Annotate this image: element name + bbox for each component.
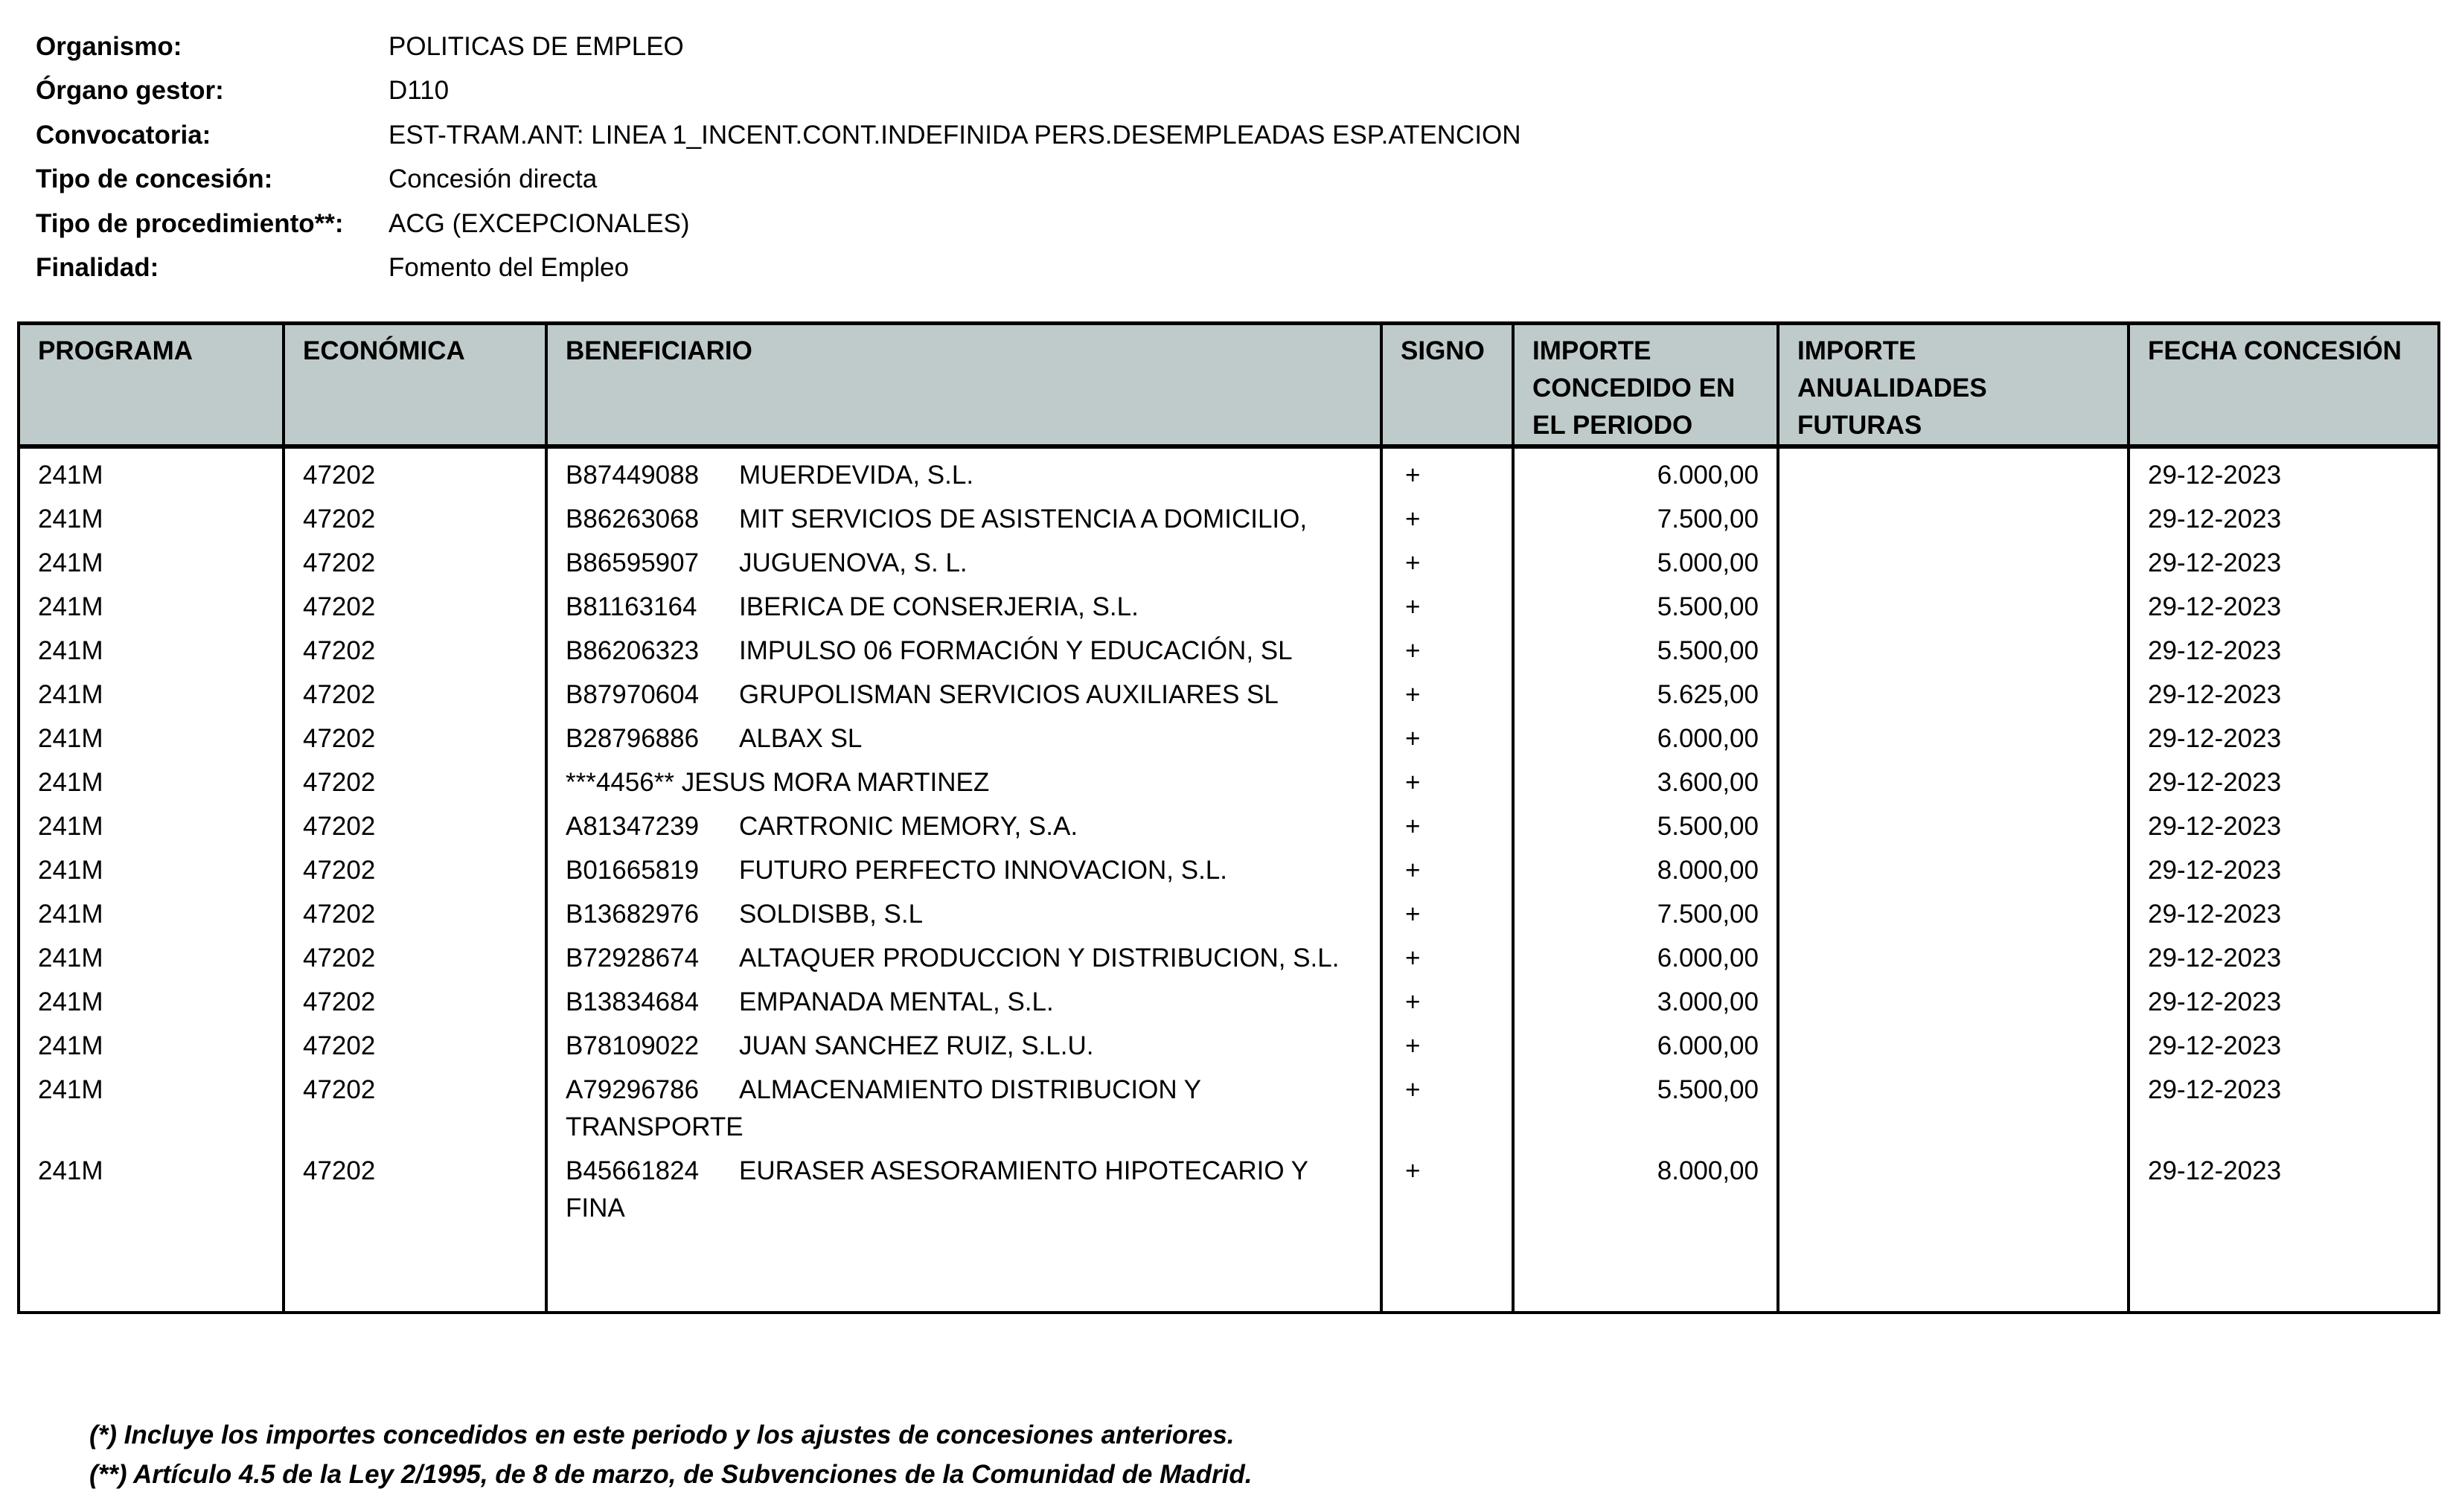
fecha-cell: 29-12-2023 [2129, 673, 2439, 717]
info-label: Organismo: [36, 32, 182, 61]
economica-cell: 47202 [284, 848, 546, 892]
importe-cell: 3.600,00 [1513, 760, 1778, 804]
beneficiario-cell [546, 717, 1381, 760]
column-header: PROGRAMA [19, 324, 284, 447]
signo-cell: + [1381, 804, 1513, 848]
fecha-cell: 29-12-2023 [2129, 446, 2439, 497]
importe-cell: 6.000,00 [1513, 1024, 1778, 1068]
signo-cell: + [1381, 892, 1513, 936]
signo-cell: + [1381, 629, 1513, 673]
table-row [19, 541, 2439, 585]
info-value: D110 [388, 76, 450, 106]
empty-cell [1381, 1230, 1513, 1313]
importe-cell: 5.500,00 [1513, 804, 1778, 848]
empty-cell [19, 1230, 284, 1313]
info-value: Fomento del Empleo [388, 252, 629, 282]
beneficiario-nif: B81163164 [566, 592, 697, 621]
table-row [19, 804, 2439, 848]
footnote-1: (*) Incluye los importes concedidos en este periodo y los ajustes de concesiones anteriores. [89, 1420, 1235, 1449]
table-row [19, 629, 2439, 673]
fecha-cell: 29-12-2023 [2129, 760, 2439, 804]
beneficiario-name: EURASER ASESORAMIENTO HIPOTECARIO Y FINA [566, 1156, 1308, 1223]
futuras-cell [1778, 1068, 2129, 1149]
programa-cell: 241M [19, 497, 284, 541]
programa-cell: 241M [19, 629, 284, 673]
economica-cell: 47202 [284, 760, 546, 804]
beneficiario-name: MUERDEVIDA, S.L. [739, 461, 974, 490]
beneficiario-nif: B78109022 [566, 1031, 700, 1060]
beneficiario-name: ALTAQUER PRODUCCION Y DISTRIBUCION, S.L. [739, 944, 1340, 973]
empty-cell [284, 1230, 546, 1313]
futuras-cell [1778, 629, 2129, 673]
futuras-cell [1778, 1149, 2129, 1230]
info-row [36, 72, 1521, 116]
fecha-cell: 29-12-2023 [2129, 1149, 2439, 1230]
column-header: BENEFICIARIO [546, 324, 1381, 447]
futuras-cell [1778, 848, 2129, 892]
beneficiario-cell [546, 848, 1381, 892]
column-header: ECONÓMICA [284, 324, 546, 447]
beneficiario-name: SOLDISBB, S.L [739, 900, 924, 929]
beneficiario-cell [546, 585, 1381, 629]
economica-cell: 47202 [284, 1149, 546, 1230]
economica-cell: 47202 [284, 717, 546, 760]
beneficiario-name: ALMACENAMIENTO DISTRIBUCION Y TRANSPORTE [566, 1075, 1201, 1141]
empty-cell [546, 1230, 1381, 1313]
beneficiario-cell [546, 936, 1381, 980]
fecha-cell: 29-12-2023 [2129, 717, 2439, 760]
info-label: Convocatoria: [36, 120, 211, 150]
fecha-cell: 29-12-2023 [2129, 892, 2439, 936]
beneficiario-nif: B13682976 [566, 900, 700, 929]
table-row [19, 585, 2439, 629]
beneficiario-nif: B87449088 [566, 461, 700, 490]
beneficiario-name: EMPANADA MENTAL, S.L. [739, 987, 1054, 1016]
beneficiario-nif: B86206323 [566, 636, 700, 665]
futuras-cell [1778, 804, 2129, 848]
beneficiario-name: CARTRONIC MEMORY, S.A. [739, 812, 1078, 841]
futuras-cell [1778, 497, 2129, 541]
table-row [19, 673, 2439, 717]
table-header-row [19, 324, 2439, 447]
economica-cell: 47202 [284, 673, 546, 717]
economica-cell: 47202 [284, 936, 546, 980]
beneficiario-cell [546, 629, 1381, 673]
table-row [19, 980, 2439, 1024]
importe-cell: 6.000,00 [1513, 446, 1778, 497]
table-row [19, 446, 2439, 497]
table-row [19, 760, 2439, 804]
empty-cell [1513, 1230, 1778, 1313]
beneficiario-cell [546, 497, 1381, 541]
signo-cell: + [1381, 673, 1513, 717]
beneficiario-cell [546, 804, 1381, 848]
futuras-cell [1778, 892, 2129, 936]
info-label: Tipo de concesión: [36, 164, 273, 194]
programa-cell: 241M [19, 1068, 284, 1149]
beneficiario-nif: B86263068 [566, 504, 700, 534]
programa-cell: 241M [19, 892, 284, 936]
fecha-cell: 29-12-2023 [2129, 629, 2439, 673]
signo-cell: + [1381, 936, 1513, 980]
fecha-cell: 29-12-2023 [2129, 848, 2439, 892]
economica-cell: 47202 [284, 980, 546, 1024]
fecha-cell: 29-12-2023 [2129, 497, 2439, 541]
programa-cell: 241M [19, 673, 284, 717]
programa-cell: 241M [19, 1149, 284, 1230]
futuras-cell [1778, 936, 2129, 980]
beneficiario-cell [546, 673, 1381, 717]
info-row [36, 161, 1521, 205]
column-header: IMPORTE CONCEDIDO EN EL PERIODO [1513, 324, 1778, 447]
beneficiario-cell [546, 541, 1381, 585]
programa-cell: 241M [19, 717, 284, 760]
programa-cell: 241M [19, 848, 284, 892]
beneficiario-name: JUGUENOVA, S. L. [739, 548, 968, 577]
futuras-cell [1778, 717, 2129, 760]
info-label: Órgano gestor: [36, 76, 224, 106]
signo-cell: + [1381, 446, 1513, 497]
table-row [19, 1149, 2439, 1230]
table-row [19, 848, 2439, 892]
beneficiario-name: IMPULSO 06 FORMACIÓN Y EDUCACIÓN, SL [739, 636, 1293, 665]
importe-cell: 5.000,00 [1513, 541, 1778, 585]
beneficiario-name: ***4456** JESUS MORA MARTINEZ [566, 768, 990, 797]
beneficiario-name: FUTURO PERFECTO INNOVACION, S.L. [739, 856, 1227, 885]
beneficiario-nif: B87970604 [566, 680, 700, 709]
economica-cell: 47202 [284, 892, 546, 936]
importe-cell: 6.000,00 [1513, 936, 1778, 980]
beneficiario-cell [546, 760, 1381, 804]
signo-cell: + [1381, 980, 1513, 1024]
beneficiario-cell [546, 980, 1381, 1024]
fecha-cell: 29-12-2023 [2129, 1068, 2439, 1149]
table-row [19, 892, 2439, 936]
fecha-cell: 29-12-2023 [2129, 804, 2439, 848]
footnote-2: (**) Artículo 4.5 de la Ley 2/1995, de 8 de marzo, de Subvenciones de la Comunidad de Madrid. [89, 1460, 1253, 1489]
column-header: SIGNO [1381, 324, 1513, 447]
empty-cell [2129, 1230, 2439, 1313]
beneficiario-cell [546, 446, 1381, 497]
economica-cell: 47202 [284, 585, 546, 629]
programa-cell: 241M [19, 585, 284, 629]
beneficiario-cell [546, 1149, 1381, 1230]
signo-cell: + [1381, 848, 1513, 892]
importe-cell: 6.000,00 [1513, 717, 1778, 760]
info-row [36, 28, 1521, 72]
document-info [36, 28, 1521, 293]
info-label: Tipo de procedimiento**: [36, 208, 344, 238]
info-value: Concesión directa [388, 164, 598, 194]
fecha-cell: 29-12-2023 [2129, 585, 2439, 629]
info-row [36, 249, 1521, 293]
futuras-cell [1778, 541, 2129, 585]
importe-cell: 8.000,00 [1513, 848, 1778, 892]
info-row [36, 117, 1521, 161]
info-label: Finalidad: [36, 252, 159, 282]
importe-cell: 5.500,00 [1513, 629, 1778, 673]
economica-cell: 47202 [284, 629, 546, 673]
info-row [36, 205, 1521, 249]
importe-cell: 7.500,00 [1513, 497, 1778, 541]
beneficiario-name: GRUPOLISMAN SERVICIOS AUXILIARES SL [739, 680, 1279, 709]
importe-cell: 8.000,00 [1513, 1149, 1778, 1230]
fecha-cell: 29-12-2023 [2129, 541, 2439, 585]
economica-cell: 47202 [284, 804, 546, 848]
info-value: EST-TRAM.ANT: LINEA 1_INCENT.CONT.INDEFINIDA PERS.DESEMPLEADAS ESP.ATENCION [388, 120, 1521, 150]
table-filler-row [19, 1230, 2439, 1313]
beneficiario-nif: B45661824 [566, 1156, 700, 1185]
column-header: IMPORTE ANUALIDADES FUTURAS [1778, 324, 2129, 447]
programa-cell: 241M [19, 541, 284, 585]
signo-cell: + [1381, 585, 1513, 629]
programa-cell: 241M [19, 804, 284, 848]
beneficiario-nif: B01665819 [566, 856, 700, 885]
futuras-cell [1778, 673, 2129, 717]
futuras-cell [1778, 1024, 2129, 1068]
table-row [19, 717, 2439, 760]
signo-cell: + [1381, 497, 1513, 541]
fecha-cell: 29-12-2023 [2129, 936, 2439, 980]
futuras-cell [1778, 760, 2129, 804]
programa-cell: 241M [19, 980, 284, 1024]
futuras-cell [1778, 446, 2129, 497]
fecha-cell: 29-12-2023 [2129, 980, 2439, 1024]
empty-cell [1778, 1230, 2129, 1313]
signo-cell: + [1381, 541, 1513, 585]
beneficiario-name: JUAN SANCHEZ RUIZ, S.L.U. [739, 1031, 1094, 1060]
programa-cell: 241M [19, 446, 284, 497]
beneficiario-cell [546, 1024, 1381, 1068]
importe-cell: 5.625,00 [1513, 673, 1778, 717]
programa-cell: 241M [19, 936, 284, 980]
economica-cell: 47202 [284, 541, 546, 585]
beneficiario-nif: B13834684 [566, 987, 700, 1016]
info-value: POLITICAS DE EMPLEO [388, 32, 684, 61]
beneficiario-name: IBERICA DE CONSERJERIA, S.L. [739, 592, 1139, 621]
beneficiario-nif: B86595907 [566, 548, 700, 577]
beneficiario-nif: A79296786 [566, 1075, 700, 1104]
importe-cell: 3.000,00 [1513, 980, 1778, 1024]
importe-cell: 5.500,00 [1513, 585, 1778, 629]
footnotes [89, 1417, 1252, 1496]
signo-cell: + [1381, 760, 1513, 804]
column-header: FECHA CONCESIÓN [2129, 324, 2439, 447]
beneficiario-nif: B28796886 [566, 724, 700, 753]
beneficiario-nif: A81347239 [566, 812, 700, 841]
economica-cell: 47202 [284, 497, 546, 541]
signo-cell: + [1381, 1068, 1513, 1149]
signo-cell: + [1381, 1024, 1513, 1068]
importe-cell: 7.500,00 [1513, 892, 1778, 936]
beneficiario-cell [546, 892, 1381, 936]
table-row [19, 936, 2439, 980]
futuras-cell [1778, 980, 2129, 1024]
signo-cell: + [1381, 1149, 1513, 1230]
info-value: ACG (EXCEPCIONALES) [388, 208, 690, 238]
programa-cell: 241M [19, 760, 284, 804]
grants-table [17, 321, 2440, 1314]
importe-cell: 5.500,00 [1513, 1068, 1778, 1149]
economica-cell: 47202 [284, 446, 546, 497]
signo-cell: + [1381, 717, 1513, 760]
beneficiario-name: MIT SERVICIOS DE ASISTENCIA A DOMICILIO, [739, 504, 1308, 534]
beneficiario-nif: B72928674 [566, 944, 700, 973]
table-row [19, 1024, 2439, 1068]
economica-cell: 47202 [284, 1068, 546, 1149]
beneficiario-cell [546, 1068, 1381, 1149]
table-row [19, 497, 2439, 541]
table-row [19, 1068, 2439, 1149]
economica-cell: 47202 [284, 1024, 546, 1068]
futuras-cell [1778, 585, 2129, 629]
beneficiario-name: ALBAX SL [739, 724, 863, 753]
programa-cell: 241M [19, 1024, 284, 1068]
fecha-cell: 29-12-2023 [2129, 1024, 2439, 1068]
